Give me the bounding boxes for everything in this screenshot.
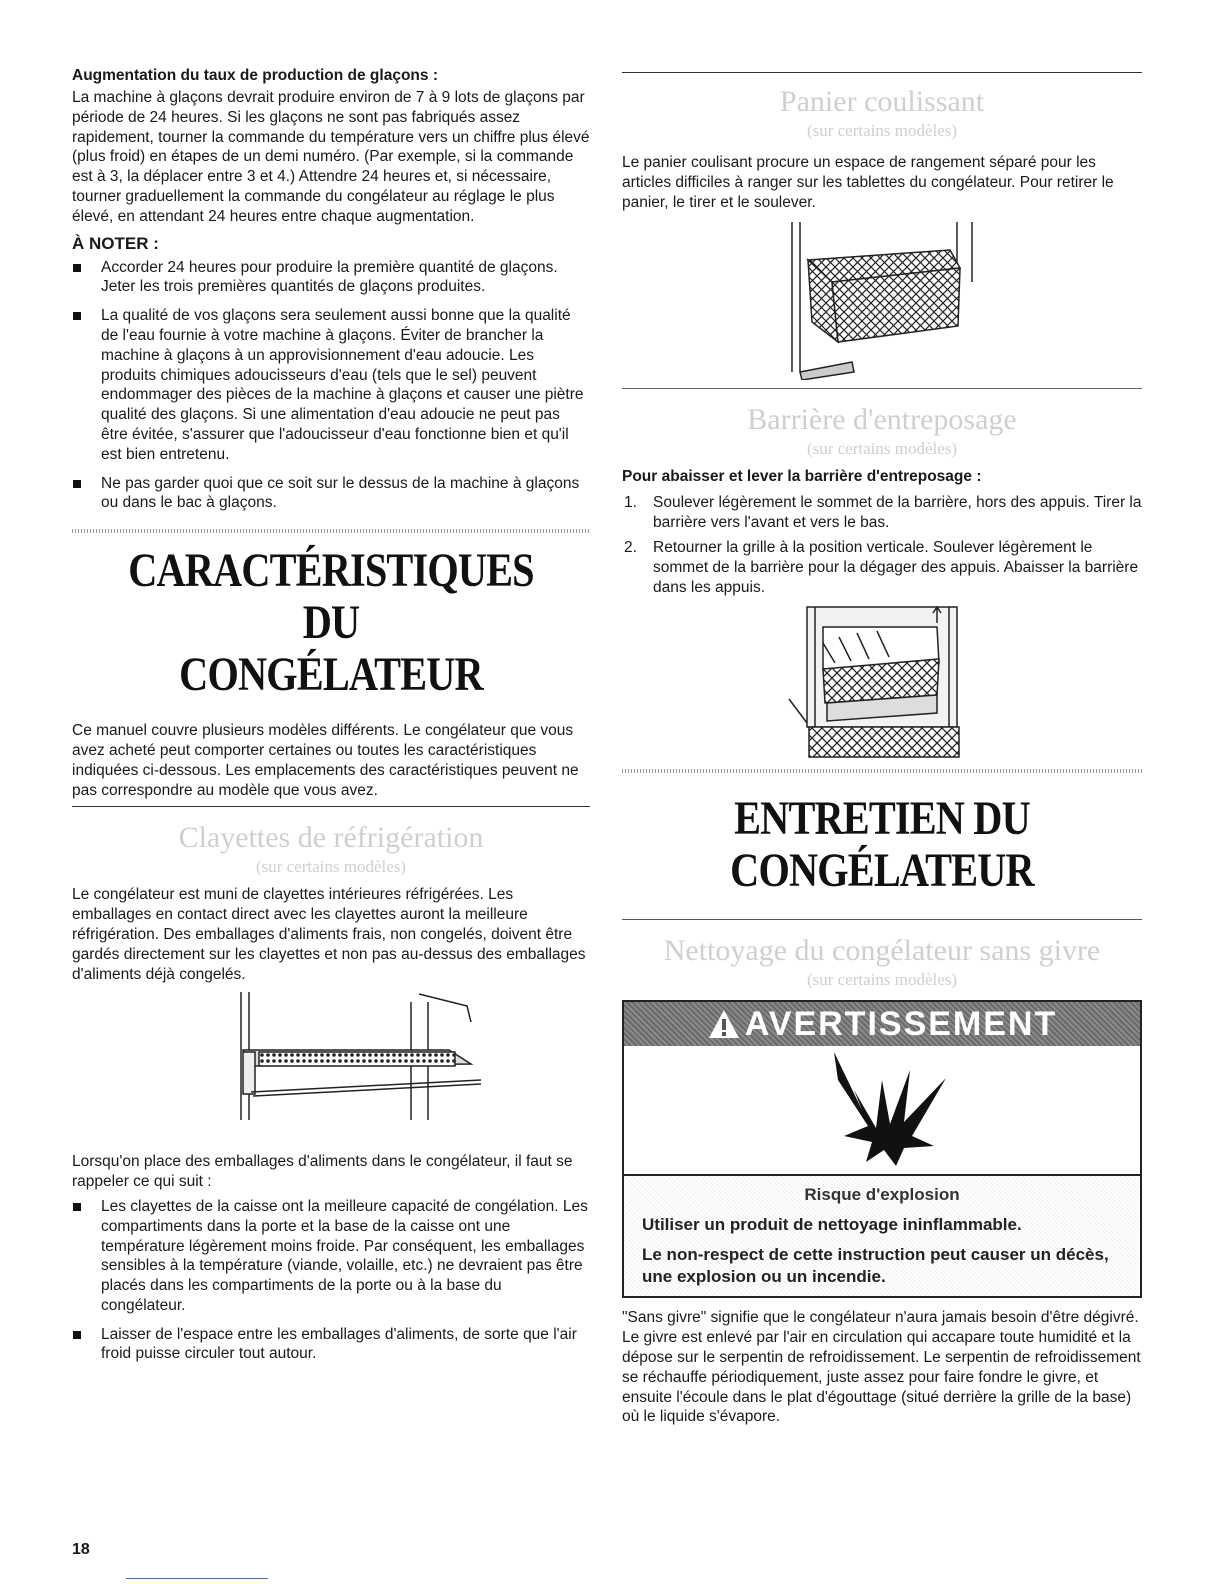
warning-box (622, 1000, 1142, 1298)
frost-free-paragraph: "Sans givre" signifie que le congélateur n'aura jamais besoin d'être dégivré. Le givre est enlevé par l'air en circulation qui accapare toute humidité et la dépose sur le serpentin de refroidissement. Le serpentin de refroidissement se réchauffe périodiquement, juste assez pour faire fondre le givre, et ensuite l'écoule dans le plat d'égouttage (situé derrière la grille de la base) où le liquide s'évapore. (622, 1309, 1141, 1426)
section-divider (72, 529, 590, 533)
note-heading: À NOTER : (72, 233, 159, 253)
divider (622, 72, 1142, 73)
warning-banner (624, 1002, 1140, 1046)
list-item: Laisser de l'espace entre les emballages d'aliments, de sorte que l'air froid puisse circuler tout autour. (72, 1325, 590, 1365)
step-number: 1. (624, 494, 637, 512)
risk-instruction: Utiliser un produit de nettoyage ininflammable. (642, 1215, 1022, 1235)
step-number: 2. (624, 538, 637, 556)
shelves-heading-block (72, 821, 590, 877)
ice-production-heading: Augmentation du taux de production de glaçons : (72, 67, 438, 84)
barrier-instructions-heading: Pour abaisser et lever la barrière d'entreposage : (622, 468, 982, 486)
sliding-basket-illustration (772, 222, 992, 380)
placing-list (72, 1197, 590, 1364)
care-title (622, 793, 1142, 897)
basket-heading-block (622, 85, 1142, 141)
refrigerated-shelf-illustration (181, 992, 481, 1132)
features-title (72, 545, 590, 701)
basket-heading: Panier coulissant (779, 85, 985, 118)
care-title-line1: ENTRETIEN DU (734, 792, 1030, 846)
page-number: 18 (72, 1541, 90, 1558)
features-intro: Ce manuel couvre plusieurs modèles différents. Le congélateur que vous avez acheté peut comporter certaines ou toutes les caractéristiques indiquées ci-dessous. Les emplacements des caractéristiques peuvent ne pas correspondre au modèle que vous avez. (72, 722, 579, 799)
list-item (622, 538, 1142, 597)
explosion-icon (824, 1050, 954, 1170)
step-text: Retourner la grille à la position verticale. Soulever légèrement le sommet de la barrière pour la dégager des appuis. Abaisser la barrière dans les appuis. (653, 538, 1139, 596)
warning-label: AVERTISSEMENT (744, 1004, 1058, 1043)
basket-subheading: (sur certains modèles) (806, 121, 958, 140)
cleaning-subheading: (sur certains modèles) (806, 970, 958, 990)
basket-paragraph: Le panier coulisant procure un espace de rangement séparé pour les articles difficiles à ranger sur les tablettes du congélateur. Pour retirer le panier, le tirer et le soulever. (622, 154, 1114, 211)
features-title-line1: CARACTÉRISTIQUES DU (128, 544, 534, 650)
barrier-heading-block (622, 403, 1142, 459)
divider (622, 388, 1142, 389)
notes-list (72, 258, 590, 514)
divider (72, 806, 590, 807)
divider (622, 919, 1142, 920)
care-title-line2: CONGÉLATEUR (730, 844, 1034, 898)
features-title-line2: CONGÉLATEUR (179, 648, 483, 702)
shelves-heading: Clayettes de réfrigération (178, 821, 484, 855)
list-item: Les clayettes de la caisse ont la meilleure capacité de congélation. Les compartiments dans la porte et la base de la caisse ont une température légèrement moins froide. Par conséquent, les emballages sensibles à la température (viande, volaille, etc.) ne devraient pas être placés dans les compartiments de la porte ou à la base du congélateur. (72, 1197, 590, 1316)
section-divider (622, 769, 1142, 773)
warning-text (624, 1176, 1140, 1296)
cleaning-heading: Nettoyage du congélateur sans givre (663, 934, 1101, 968)
explosion-figure (624, 1046, 1140, 1176)
step-text: Soulever légèrement le sommet de la barrière, hors des appuis. Tirer la barrière vers l'avant et vers le bas. (653, 494, 1142, 532)
list-item: Accorder 24 heures pour produire la première quantité de glaçons. Jeter les trois premières quantités de glaçons produites. (72, 258, 590, 298)
ice-production-paragraph: La machine à glaçons devrait produire environ de 7 à 9 lots de glaçons par période de 24 heures. Si les glaçons ne sont pas fabriqués assez rapidement, tourner la commande du température vers un chiffre plus élevé (plus froid) en étapes de un demi numéro. (Par exemple, si la commande est à 3, la déplacer entre 3 et 4.) Attendre 24 heures et, si nécessaire, tourner graduellement la commande du congélateur au réglage le plus élevé, en attendant 24 heures entre chaque augmentation. (72, 89, 590, 225)
list-item (622, 493, 1142, 533)
placing-paragraph: Lorsqu'on place des emballages d'aliments dans le congélateur, il faut se rappeler ce qui suit : (72, 1153, 573, 1191)
barrier-heading: Barrière d'entreposage (747, 403, 1017, 437)
barrier-subheading: (sur certains modèles) (806, 439, 958, 459)
risk-title: Risque d'explosion (804, 1185, 960, 1205)
shelves-paragraph: Le congélateur est muni de clayettes intérieures réfrigérées. Les emballages en contact direct avec les clayettes auront la meilleure réfrigération. Des emballages d'aliments frais, non congelés, doivent être gardés directement sur les clayettes et non pas au-dessus des emballages d'aliments déjà congelés. (72, 886, 586, 983)
footer-rule (126, 1578, 268, 1579)
right-column (622, 72, 1142, 1427)
list-item: Ne pas garder quoi que ce soit sur le dessus de la machine à glaçons ou dans le bac à glaçons. (72, 474, 590, 514)
barrier-steps (622, 493, 1142, 597)
warning-triangle-icon (707, 1008, 741, 1040)
storage-barrier-illustration (787, 603, 977, 759)
risk-consequence: Le non-respect de cette instruction peut causer un décès, une explosion ou un incendie. (642, 1245, 1109, 1287)
cleaning-heading-block (622, 934, 1142, 990)
left-column (72, 66, 590, 1373)
list-item: La qualité de vos glaçons sera seulement aussi bonne que la qualité de l'eau fournie à votre machine à glaçons. Éviter de brancher la machine à glaçons à un approvisionnement d'eau adoucie. Les produits chimiques adoucisseurs d'eau (tels que le sel) peuvent endommager des pièces de la machine à glaçons et causer une piètre qualité des glaçons. Si une alimentation d'eau adoucie ne peut pas être évitée, s'assurer que l'adoucisseur d'eau fonctionne bien et qu'il est bien entretenu. (72, 306, 590, 464)
shelves-subheading: (sur certains modèles) (255, 857, 407, 877)
